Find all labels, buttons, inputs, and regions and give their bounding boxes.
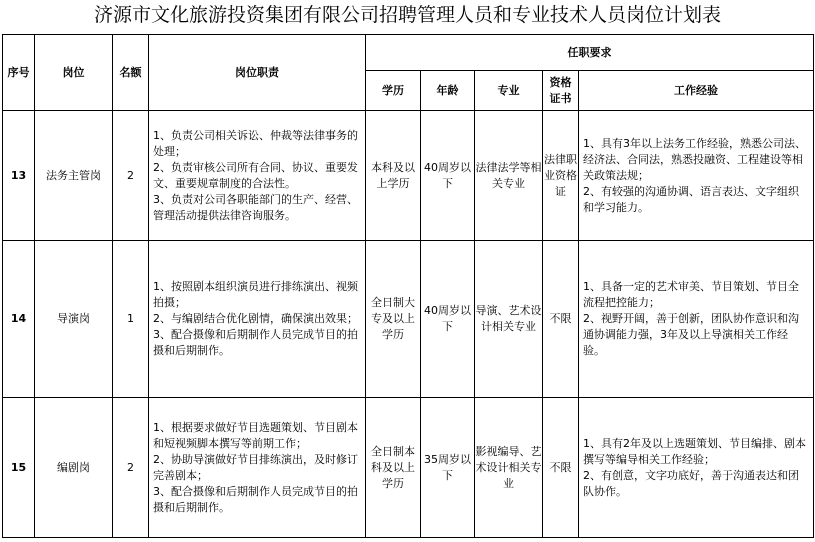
row-duties: 1、根据要求做好节目选题策划、节目剧本和短视频脚本撰写等前期工作； 2、协助导演做好节目排练演出，及时修订完善剧本； 3、配合摄像和后期制作人员完成节目的拍摄和后期制作。 (149, 398, 366, 538)
row-position: 编剧岗 (35, 398, 113, 538)
row-experience: 1、具有3年以上法务工作经验，熟悉公司法、经济法、合同法，熟悉投融资、工程建设等相关政策法规； 2、有较强的沟通协调、语言表达、文字组织和学习能力。 (579, 111, 814, 241)
row-major: 影视编导、艺术设计相关专业 (475, 398, 543, 538)
page-title: 济源市文化旅游投资集团有限公司招聘管理人员和专业技术人员岗位计划表 (93, 4, 721, 26)
header-education: 学历 (366, 71, 421, 111)
row-duties: 1、负责公司相关诉讼、仲裁等法律事务的处理； 2、负责审核公司所有合同、协议、重要发文、重要规章制度的合法性。 3、负责对公司各职能部门的生产、经营、管理活动提供法律咨询服务。 (149, 111, 366, 241)
header-age: 年龄 (421, 71, 475, 111)
row-cert: 法律职业资格证 (543, 111, 579, 241)
row-education: 本科及以上学历 (366, 111, 421, 241)
row-quota: 2 (113, 111, 149, 241)
header-position: 岗位 (35, 35, 113, 111)
header-cert: 资格 证书 (543, 71, 579, 111)
row-age: 40周岁以下 (421, 241, 475, 398)
row-education: 全日制本科及以上学历 (366, 398, 421, 538)
header-requirements: 任职要求 (366, 35, 814, 71)
row-duties: 1、按照剧本组织演员进行排练演出、视频拍摄； 2、与编剧结合优化剧情，确保演出效果； 3、配合摄像和后期制作人员完成节目的拍摄和后期制作。 (149, 241, 366, 398)
table-row (3, 398, 814, 538)
row-position: 法务主管岗 (35, 111, 113, 241)
row-seq: 15 (3, 398, 35, 538)
row-quota: 2 (113, 398, 149, 538)
row-age: 35周岁以下 (421, 398, 475, 538)
row-cert: 不限 (543, 241, 579, 398)
table-row (3, 241, 814, 398)
row-education: 全日制大专及以上学历 (366, 241, 421, 398)
header-seq: 序号 (3, 35, 35, 111)
row-cert: 不限 (543, 398, 579, 538)
header-duties: 岗位职责 (149, 35, 366, 111)
row-major: 导演、艺术设计相关专业 (475, 241, 543, 398)
header-major: 专业 (475, 71, 543, 111)
row-age: 40周岁以下 (421, 111, 475, 241)
row-seq: 14 (3, 241, 35, 398)
row-experience: 1、具有2年及以上选题策划、节目编排、剧本撰写等编导相关工作经验； 2、有创意，文字功底好，善于沟通表达和团队协作。 (579, 398, 814, 538)
row-experience: 1、具备一定的艺术审美、节目策划、节目全流程把控能力； 2、视野开阔，善于创新，团队协作意识和沟通协调能力强，3年及以上导演相关工作经验。 (579, 241, 814, 398)
row-seq: 13 (3, 111, 35, 241)
position-plan-table (2, 34, 814, 538)
row-major: 法律法学等相关专业 (475, 111, 543, 241)
row-position: 导演岗 (35, 241, 113, 398)
header-experience: 工作经验 (579, 71, 814, 111)
header-row-1 (3, 35, 814, 71)
header-quota: 名额 (113, 35, 149, 111)
row-quota: 1 (113, 241, 149, 398)
table-row (3, 111, 814, 241)
